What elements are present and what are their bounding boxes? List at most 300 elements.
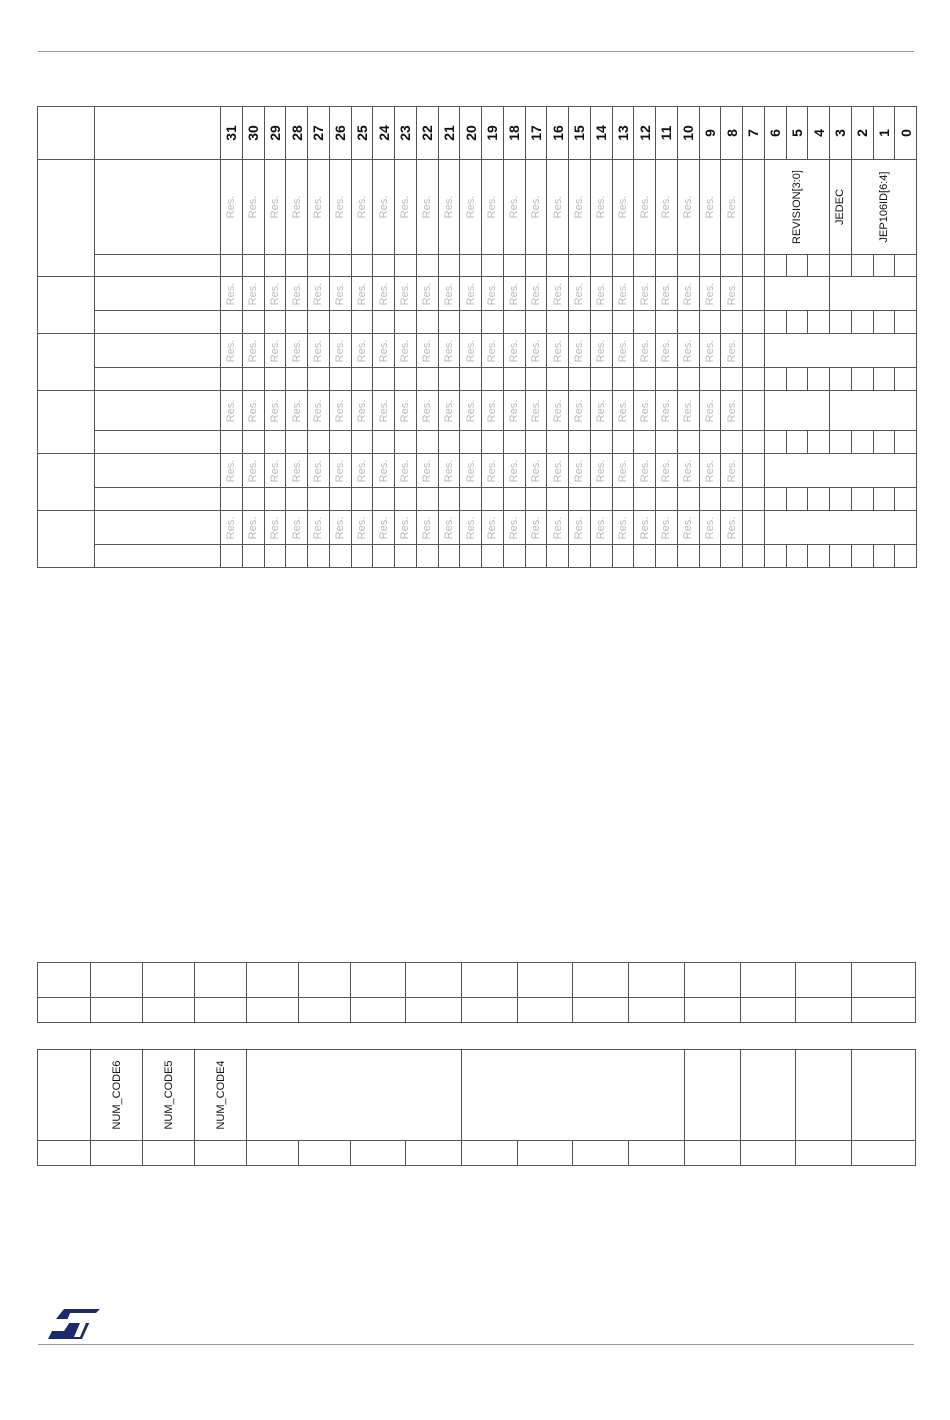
reset-value-cell — [395, 255, 417, 277]
reset-value-cell — [373, 368, 395, 391]
reset-value-cell — [764, 311, 786, 334]
offset-cell — [38, 334, 95, 391]
reserved-label: Res. — [595, 516, 608, 539]
reserved-label: Res. — [725, 399, 738, 422]
st-logo-icon — [44, 1307, 102, 1341]
reserved-bit-cell — [699, 391, 721, 431]
bit-number-cell — [721, 107, 743, 160]
field-cell-lower — [830, 277, 917, 311]
reset-value-cell — [743, 488, 765, 511]
reset-value-cell — [612, 255, 634, 277]
reserved-label: Res. — [725, 339, 738, 362]
reserved-label: Res. — [290, 339, 303, 362]
field-cell — [796, 1050, 852, 1141]
reserved-bit-cell — [242, 511, 264, 545]
reserved-bit-cell — [395, 334, 417, 368]
bit-number: 12 — [636, 125, 653, 141]
reserved-label: Res. — [442, 282, 455, 305]
reserved-bit-cell — [634, 454, 656, 488]
reserved-label: Res. — [725, 195, 738, 219]
reset-value-cell — [242, 431, 264, 454]
reserved-bit-cell — [721, 334, 743, 368]
bit7-cell — [743, 277, 765, 311]
reserved-bit-cell — [264, 391, 286, 431]
bit-table-cell — [741, 963, 796, 998]
reserved-bit-cell — [482, 511, 504, 545]
reserved-bit-cell — [525, 511, 547, 545]
reset-value-cell — [569, 368, 591, 391]
reset-value-cell — [743, 255, 765, 277]
reset-value-cell — [569, 545, 591, 568]
reset-value-cell — [264, 368, 286, 391]
reserved-bit-cell — [547, 511, 569, 545]
reserved-label: Res. — [268, 399, 281, 422]
offset-cell — [38, 454, 95, 511]
reserved-bit-cell — [721, 454, 743, 488]
reserved-bit-cell — [482, 160, 504, 255]
bit-table-cell — [629, 963, 685, 998]
offset-cell — [38, 277, 95, 334]
reset-value-cell — [242, 368, 264, 391]
reserved-label: Res. — [247, 339, 260, 362]
reserved-label: Res. — [660, 282, 673, 305]
reset-value-cell — [634, 488, 656, 511]
reserved-bit-cell — [242, 391, 264, 431]
reset-value-cell — [612, 311, 634, 334]
reserved-label: Res. — [595, 459, 608, 482]
bit7-cell — [743, 454, 765, 488]
bit-table-fields — [37, 1049, 916, 1166]
reset-value-cell — [482, 431, 504, 454]
reserved-label: Res. — [551, 282, 564, 305]
reset-value-cell — [351, 488, 373, 511]
reserved-label: Res. — [551, 459, 564, 482]
register-name-cell — [95, 277, 221, 311]
revision-field-cell — [764, 160, 829, 255]
reset-value-cell — [764, 545, 786, 568]
reset-value-cell — [416, 431, 438, 454]
reserved-bit-cell — [438, 391, 460, 431]
reset-value-cell — [482, 545, 504, 568]
reset-value-cell — [851, 311, 873, 334]
bit-number: 16 — [549, 125, 566, 141]
reserved-label: Res. — [573, 195, 586, 219]
reserved-bit-cell — [242, 454, 264, 488]
reserved-label: Res. — [595, 195, 608, 219]
reserved-bit-cell — [329, 277, 351, 311]
reserved-bit-cell — [286, 511, 308, 545]
reset-value-cell — [786, 545, 808, 568]
reserved-label: Res. — [508, 339, 521, 362]
reserved-bit-cell — [547, 391, 569, 431]
reserved-bit-cell — [547, 334, 569, 368]
reset-value-cell — [308, 311, 330, 334]
reserved-label: Res. — [268, 459, 281, 482]
reserved-bit-cell — [590, 160, 612, 255]
reset-value-cell — [308, 488, 330, 511]
reset-value-cell — [547, 431, 569, 454]
bit-number-cell — [764, 107, 786, 160]
reserved-bit-cell — [395, 511, 417, 545]
reset-value-cell — [873, 488, 895, 511]
reserved-bit-cell — [242, 334, 264, 368]
reset-value-cell — [612, 431, 634, 454]
reserved-bit-cell — [460, 277, 482, 311]
reset-value-cell — [873, 368, 895, 391]
reserved-label: Res. — [312, 195, 325, 219]
reset-value-cell — [264, 255, 286, 277]
reserved-bit-cell — [677, 277, 699, 311]
reserved-bit-cell — [242, 160, 264, 255]
reserved-bit-cell — [308, 334, 330, 368]
reset-value-cell — [547, 488, 569, 511]
bit-number-cell — [286, 107, 308, 160]
reset-value-cell — [721, 255, 743, 277]
bit-number: 31 — [223, 125, 240, 141]
bit-table-cell — [741, 998, 796, 1023]
reserved-label: Res. — [421, 516, 434, 539]
reset-value-cell — [525, 431, 547, 454]
reserved-bit-cell — [286, 160, 308, 255]
reset-value-cell — [482, 311, 504, 334]
access-cell — [573, 1141, 629, 1166]
bit-number: 1 — [875, 129, 892, 137]
reserved-label: Res. — [421, 399, 434, 422]
reserved-bit-cell — [351, 391, 373, 431]
reset-value-cell — [373, 255, 395, 277]
reset-value-cell — [329, 311, 351, 334]
reset-value-cell — [895, 545, 917, 568]
reset-value-cell — [851, 488, 873, 511]
bit-number: 10 — [680, 125, 697, 141]
reserved-label: Res. — [660, 459, 673, 482]
reserved-label: Res. — [334, 399, 347, 422]
reset-value-cell — [547, 368, 569, 391]
offset-cell — [38, 511, 95, 568]
reset-value-cell — [699, 311, 721, 334]
reserved-label: Res. — [442, 339, 455, 362]
reset-value-cell — [438, 368, 460, 391]
bit-number-cell — [808, 107, 830, 160]
reserved-bit-cell — [286, 277, 308, 311]
bit-number: 4 — [810, 129, 827, 137]
reset-value-cell — [264, 311, 286, 334]
reset-value-cell — [221, 545, 243, 568]
jedec-field-label: JEDEC — [834, 188, 847, 226]
bit-table-cell — [852, 963, 916, 998]
reserved-label: Res. — [399, 516, 412, 539]
reserved-label: Res. — [529, 282, 542, 305]
reserved-label: Res. — [268, 516, 281, 539]
reserved-bit-cell — [416, 277, 438, 311]
num-code6-cell — [91, 1050, 143, 1141]
reset-label-cell — [95, 488, 221, 511]
reset-value-cell — [264, 431, 286, 454]
reset-value-cell — [699, 255, 721, 277]
reserved-bit-cell — [525, 277, 547, 311]
reset-value-cell — [569, 488, 591, 511]
reset-value-cell — [590, 488, 612, 511]
bit-number: 3 — [832, 129, 849, 137]
reserved-bit-cell — [438, 454, 460, 488]
reserved-bit-cell — [264, 334, 286, 368]
bit-number-cell — [460, 107, 482, 160]
bit-number: 30 — [245, 125, 262, 141]
reserved-label: Res. — [377, 399, 390, 422]
reset-value-cell — [438, 255, 460, 277]
register-name-cell — [95, 511, 221, 545]
reset-value-cell — [460, 311, 482, 334]
reserved-bit-cell — [416, 511, 438, 545]
reset-value-cell — [612, 545, 634, 568]
reserved-bit-cell — [221, 334, 243, 368]
reserved-bit-cell — [569, 160, 591, 255]
reset-value-cell — [786, 488, 808, 511]
bit-table-cell — [351, 998, 406, 1023]
bit-number: 29 — [266, 125, 283, 141]
reserved-bit-cell — [460, 391, 482, 431]
reset-value-cell — [656, 488, 678, 511]
reserved-label: Res. — [638, 459, 651, 482]
bit-table-cell — [573, 963, 629, 998]
reserved-label: Res. — [290, 459, 303, 482]
bit-number-cell — [395, 107, 417, 160]
reset-value-cell — [699, 488, 721, 511]
reserved-label: Res. — [421, 459, 434, 482]
bit-table-cell — [143, 998, 195, 1023]
reserved-bit-cell — [416, 334, 438, 368]
reserved-bit-cell — [395, 454, 417, 488]
reserved-label: Res. — [399, 195, 412, 219]
reserved-bit-cell — [699, 454, 721, 488]
reserved-bit-cell — [308, 454, 330, 488]
bit-table-cell — [38, 998, 91, 1023]
reserved-label: Res. — [421, 195, 434, 219]
reset-value-cell — [873, 311, 895, 334]
reserved-label: Res. — [486, 459, 499, 482]
reserved-bit-cell — [612, 511, 634, 545]
reserved-label: Res. — [442, 516, 455, 539]
reserved-bit-cell — [395, 160, 417, 255]
reserved-bit-cell — [525, 391, 547, 431]
bit-number: 24 — [375, 125, 392, 141]
reserved-label: Res. — [442, 399, 455, 422]
reset-value-cell — [416, 368, 438, 391]
reserved-label: Res. — [682, 282, 695, 305]
reserved-label: Res. — [268, 195, 281, 219]
field-cell — [38, 1050, 91, 1141]
reserved-bit-cell — [634, 511, 656, 545]
reset-value-cell — [612, 488, 634, 511]
field-group-cell — [247, 1050, 462, 1141]
reset-value-cell — [351, 255, 373, 277]
reserved-bit-cell — [699, 160, 721, 255]
reserved-bit-cell — [569, 391, 591, 431]
reserved-label: Res. — [595, 339, 608, 362]
reserved-label: Res. — [290, 195, 303, 219]
bit-number-cell — [264, 107, 286, 160]
reset-value-cell — [503, 368, 525, 391]
reserved-label: Res. — [638, 399, 651, 422]
bit-table-cell — [91, 963, 143, 998]
reset-value-cell — [677, 431, 699, 454]
bit-number-cell — [329, 107, 351, 160]
reset-value-cell — [329, 431, 351, 454]
reset-value-cell — [286, 311, 308, 334]
reserved-bit-cell — [308, 160, 330, 255]
reset-value-cell — [873, 431, 895, 454]
register-name-cell — [95, 160, 221, 255]
jep106id-field-label: JEP106ID[6:4] — [877, 171, 890, 243]
num-code6-label: NUM_CODE6 — [110, 1060, 123, 1130]
reserved-bit-cell — [373, 160, 395, 255]
reserved-bit-cell — [373, 511, 395, 545]
reserved-label: Res. — [268, 339, 281, 362]
reset-value-cell — [460, 545, 482, 568]
reserved-label: Res. — [595, 282, 608, 305]
bit-number: 17 — [527, 125, 544, 141]
bit-number: 9 — [701, 129, 718, 137]
reserved-label: Res. — [529, 339, 542, 362]
reset-value-cell — [460, 488, 482, 511]
reserved-label: Res. — [399, 399, 412, 422]
reserved-bit-cell — [438, 334, 460, 368]
bit-number: 15 — [571, 125, 588, 141]
reset-value-cell — [547, 255, 569, 277]
reset-value-cell — [569, 431, 591, 454]
bit-number: 13 — [614, 125, 631, 141]
reserved-label: Res. — [682, 516, 695, 539]
reset-value-cell — [525, 368, 547, 391]
reserved-bit-cell — [221, 391, 243, 431]
reset-value-cell — [743, 311, 765, 334]
reset-value-cell — [503, 545, 525, 568]
access-cell — [299, 1141, 351, 1166]
bit-number-cell — [503, 107, 525, 160]
reserved-bit-cell — [656, 511, 678, 545]
reset-value-cell — [786, 368, 808, 391]
reserved-label: Res. — [638, 516, 651, 539]
reserved-label: Res. — [247, 282, 260, 305]
reserved-label: Res. — [486, 399, 499, 422]
reserved-label: Res. — [551, 399, 564, 422]
reserved-bit-cell — [416, 454, 438, 488]
reset-value-cell — [830, 368, 852, 391]
reserved-bit-cell — [329, 334, 351, 368]
bit-number: 21 — [440, 125, 457, 141]
reset-value-cell — [851, 431, 873, 454]
reset-value-cell — [677, 545, 699, 568]
bit-number-cell — [416, 107, 438, 160]
reserved-label: Res. — [660, 516, 673, 539]
register-row — [38, 454, 917, 488]
footer-rule — [38, 1344, 914, 1345]
register-row — [38, 277, 917, 311]
reset-value-cell — [221, 368, 243, 391]
reserved-bit-cell — [677, 511, 699, 545]
reset-value-cell — [569, 311, 591, 334]
bit-table-cell — [406, 963, 462, 998]
bit-number-cell — [569, 107, 591, 160]
reserved-label: Res. — [616, 516, 629, 539]
access-cell — [741, 1141, 796, 1166]
reserved-bit-cell — [329, 511, 351, 545]
reset-value-cell — [699, 545, 721, 568]
reserved-bit-cell — [721, 160, 743, 255]
reserved-bit-cell — [612, 160, 634, 255]
access-cell — [143, 1141, 195, 1166]
register-name-cell — [95, 454, 221, 488]
reset-value-cell — [895, 368, 917, 391]
offset-cell — [38, 391, 95, 454]
num-code5-cell — [143, 1050, 195, 1141]
reset-value-cell — [721, 545, 743, 568]
access-cell — [38, 1141, 91, 1166]
bit-table-cell — [351, 963, 406, 998]
reset-value-cell — [808, 255, 830, 277]
reserved-label: Res. — [377, 339, 390, 362]
reset-value-cell — [634, 431, 656, 454]
reserved-label: Res. — [616, 195, 629, 219]
reserved-label: Res. — [660, 195, 673, 219]
reset-value-cell — [656, 431, 678, 454]
reset-value-cell — [416, 545, 438, 568]
reset-value-cell — [590, 545, 612, 568]
reset-value-cell — [286, 431, 308, 454]
reserved-label: Res. — [464, 459, 477, 482]
reserved-bit-cell — [569, 277, 591, 311]
reset-value-cell — [308, 368, 330, 391]
reserved-bit-cell — [590, 334, 612, 368]
jep106id-field-cell — [851, 160, 916, 255]
reserved-label: Res. — [464, 339, 477, 362]
reserved-label: Res. — [225, 399, 238, 422]
reserved-bit-cell — [351, 334, 373, 368]
bit7-cell — [743, 160, 765, 255]
reserved-label: Res. — [312, 459, 325, 482]
bit-number: 25 — [353, 125, 370, 141]
bit-number-cell — [830, 107, 852, 160]
reserved-bit-cell — [351, 511, 373, 545]
reset-value-cell — [329, 488, 351, 511]
reserved-bit-cell — [677, 391, 699, 431]
access-cell — [406, 1141, 462, 1166]
reset-value-cell — [395, 368, 417, 391]
field-cell-full — [764, 334, 916, 368]
reserved-label: Res. — [334, 516, 347, 539]
access-cell — [685, 1141, 741, 1166]
bit-number-cell — [438, 107, 460, 160]
reset-value-cell — [503, 431, 525, 454]
reserved-label: Res. — [508, 459, 521, 482]
jedec-field-cell — [830, 160, 852, 255]
reset-value-cell — [873, 255, 895, 277]
reserved-bit-cell — [634, 160, 656, 255]
reset-value-cell — [634, 545, 656, 568]
reset-label-cell — [95, 545, 221, 568]
reset-value-cell — [590, 368, 612, 391]
reset-value-cell — [612, 368, 634, 391]
reserved-bit-cell — [395, 277, 417, 311]
reset-value-cell — [851, 368, 873, 391]
reset-value-cell — [416, 311, 438, 334]
bit-table-cell — [573, 998, 629, 1023]
reserved-bit-cell — [677, 160, 699, 255]
reset-label-cell — [95, 368, 221, 391]
reset-value-cell — [895, 488, 917, 511]
reset-value-cell — [786, 311, 808, 334]
reset-value-cell — [503, 311, 525, 334]
